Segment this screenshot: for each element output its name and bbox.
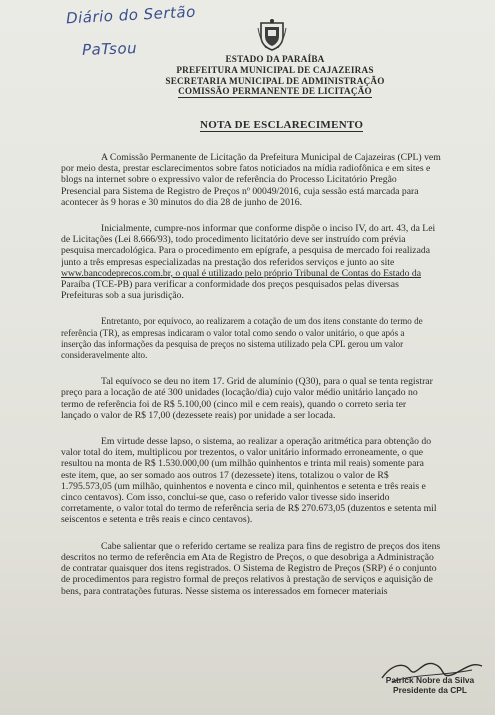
text-line: de contratar quaisquer dos itens registrados. O Sistema de Registro de Preços (SRP) é o conjunto — [61, 563, 437, 575]
text-line: Inicialmente, cumpre-nos informar que conforme dispõe o inciso IV, do art. 43, da Lei — [101, 223, 436, 235]
text-line: termo de referência foi de R$ 5.100,00 (cinco mil e cem reais), quando o correto seria ter — [61, 398, 407, 410]
letterhead-commission: COMISSÃO PERMANENTE DE LICITAÇÃO — [178, 86, 372, 97]
paragraph-item-17 — [61, 376, 480, 421]
text-line: preço para a locação de até 300 unidades (locação/dia) cujo valor médio unitário lançado no — [61, 387, 418, 399]
text-line: acontecer às 9 horas e 30 minutos do dia 28 de junho de 2016. — [61, 196, 303, 208]
text-line: Paraíba (TCE-PB) para verificar a conformidade dos preços pesquisados pelas diversas — [61, 279, 399, 291]
text-line-link: www.bancodeprecos.com.br, o qual é utilizado pelo próprio Tribunal de Contas do Estado da — [61, 267, 422, 279]
text-line: valor total do item, multiplicou por trezentos, o valor unitário informado erroneamente, o que — [61, 447, 424, 459]
text-line: 1.795.573,05 (um milhão, quinhentos e noventa e cinco mil, quinhentos e setenta e três reais e — [61, 480, 426, 492]
paragraph-introduction — [61, 152, 480, 208]
text-line: consideravelmente alto. — [61, 350, 148, 361]
coat-of-arms-icon — [257, 18, 287, 52]
text-line: inserção das informações da pesquisa de preços no sistema utilizado pela CPL gerou um valor — [61, 338, 404, 349]
text-line: resultou na monta de R$ 1.530.000,00 (um milhão quinhentos e trinta mil reais) somente para — [61, 458, 424, 470]
text-line: referência (TR), as empresas indicaram o valor total como sendo o valor unitário, o que após a — [61, 327, 405, 338]
text-line: de procedimentos para registro formal de preços relativos à prestação de serviços e aquisição de — [61, 574, 433, 586]
paragraph-market-research — [61, 223, 480, 301]
text-line: este item, que, ao ser somado aos outros 17 (dezessete) itens, totalizou o valor de R$ — [61, 469, 389, 481]
signatory-role: Presidente da CPL — [392, 685, 467, 695]
text-line: A Comissão Permanente de Licitação da Prefeitura Municipal de Cajazeiras (CPL) vem — [101, 152, 441, 163]
text-line: por meio desta, prestar esclarecimentos sobre fatos noticiados na mídia radiofônica e em sites e — [61, 163, 431, 175]
text-line: Cabe salientar que o referido certame se realiza para fins de registro de preços dos itens — [101, 540, 441, 552]
text-line: blogs na internet sobre o expressivo valor de referência do Processo Licitatório Pregão — [61, 174, 397, 186]
letterhead — [150, 54, 400, 98]
text-line: pesquisa mercadológica. Para o procedimento em epígrafe, a pesquisa de mercado foi realizada — [61, 245, 431, 257]
text-line: Tal equívoco se deu no item 17. Grid de alumínio (Q30), para o qual se tenta registrar — [101, 376, 433, 388]
paragraph-srp — [61, 541, 480, 597]
signatory-name: Patrick Nobre da Silva — [385, 675, 475, 685]
text-line: Prefeituras sob a sua jurisdição. — [61, 290, 184, 302]
text-line: de Licitações (Lei 8.666/93), todo procedimento licitatório deve ser instruído com prévia — [61, 234, 406, 246]
letterhead-prefecture: PREFEITURA MUNICIPAL DE CAJAZEIRAS — [176, 64, 374, 75]
document-title: NOTA DE ESCLARECIMENTO — [200, 119, 364, 131]
text-line: junto a três empresas especializadas na prestação dos referidos serviços e junto ao site — [61, 256, 395, 268]
paragraph-error-explanation — [61, 316, 480, 361]
text-line: lançado o valor de R$ 17,00 (dezessete reais) por unidade a ser locada. — [61, 409, 336, 421]
text-line: Entretanto, por equívoco, ao realizarem a cotação de um dos itens constante do termo de — [101, 316, 423, 327]
document-body — [61, 152, 480, 612]
text-line: descritos no termo de referência em Ata de Registro de Preços, o que desobriga a Administração — [61, 551, 434, 563]
text-line: Em virtude desse lapso, o sistema, ao realizar a operação aritmética para obtenção do — [101, 436, 432, 448]
paragraph-calculation — [61, 436, 480, 526]
text-line: Presencial para Sistema de Registro de Preços nº 00049/2016, cuja sessão está marcada para — [61, 185, 419, 197]
handwritten-note-initials: PaTsou — [81, 39, 138, 59]
signature-stamp — [368, 675, 492, 695]
letterhead-secretariat: SECRETARIA MUNICIPAL DE ADMINISTRAÇÃO — [165, 75, 385, 86]
text-line: corretamente, o valor total do termo de referência seria de R$ 270.673,05 (duzentos e setenta mil — [61, 503, 437, 515]
handwritten-note-source: Diário do Sertão — [65, 2, 197, 28]
signature-block — [322, 656, 492, 714]
text-line: bens, para contratações futuras. Nesse sistema os interessados em fornecer materiais — [61, 585, 388, 597]
letterhead-state: ESTADO DA PARAÍBA — [225, 54, 325, 64]
text-line: cinco centavos). Com isso, conclui-se que, caso o referido valor tivesse sido inserido — [61, 492, 390, 504]
text-line: seiscentos e setenta e três reais e cinco centavos). — [61, 514, 253, 526]
